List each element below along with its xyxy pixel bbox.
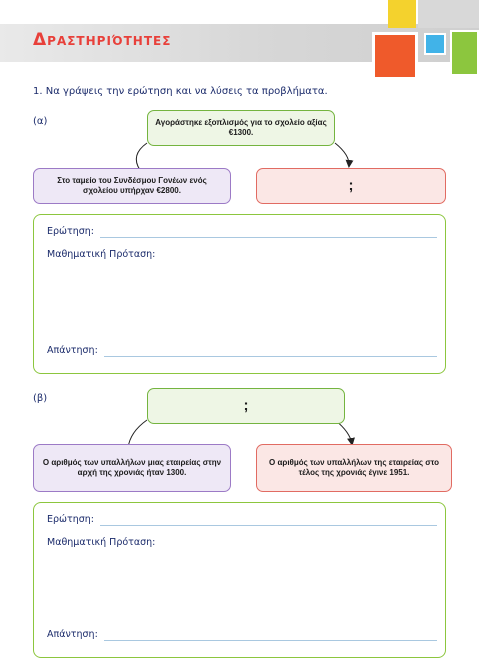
- answer-label: Απάντηση:: [47, 629, 98, 640]
- answer-line[interactable]: [104, 640, 437, 641]
- answer-line[interactable]: [104, 356, 437, 357]
- exercise-a-left-box: Στο ταμείο του Συνδέσμου Γονέων ενός σχολείου υπήρχαν €2800.: [33, 168, 231, 204]
- exercise-b-right-box: Ο αριθμός των υπαλλήλων της εταιρείας στο τέλος της χρονιάς έγινε 1951.: [256, 444, 452, 492]
- question-answer-line[interactable]: [100, 237, 437, 238]
- exercise-b-top-box: ;: [147, 388, 345, 424]
- instruction-text: 1. Να γράψεις την ερώτηση και να λύσεις τα προβλήματα.: [33, 86, 328, 97]
- exercise-a-answer-panel: [33, 214, 446, 374]
- exercise-a-label: (α): [33, 116, 48, 127]
- question-answer-line[interactable]: [100, 525, 437, 526]
- connector-left-a: [136, 143, 147, 170]
- exercise-b-answer-panel: [33, 502, 446, 658]
- question-label: Ερώτηση:: [47, 514, 94, 525]
- connector-right-a: [335, 143, 349, 166]
- exercise-a-right-box: ;: [256, 168, 446, 204]
- answer-label: Απάντηση:: [47, 345, 98, 356]
- math-sentence-label: Μαθηματική Πρόταση:: [47, 249, 156, 260]
- question-label: Ερώτηση:: [47, 226, 94, 237]
- exercise-b-left-box: Ο αριθμός των υπαλλήλων μιας εταιρείας στην αρχή της χρονιάς ήταν 1300.: [33, 444, 231, 492]
- exercise-b-label: (β): [33, 393, 48, 404]
- page-title: Δραστηριότητες: [33, 30, 172, 50]
- exercise-a-top-box: Αγοράστηκε εξοπλισμός για το σχολείο αξίας €1300.: [147, 110, 335, 146]
- math-sentence-label: Μαθηματική Πρόταση:: [47, 537, 156, 548]
